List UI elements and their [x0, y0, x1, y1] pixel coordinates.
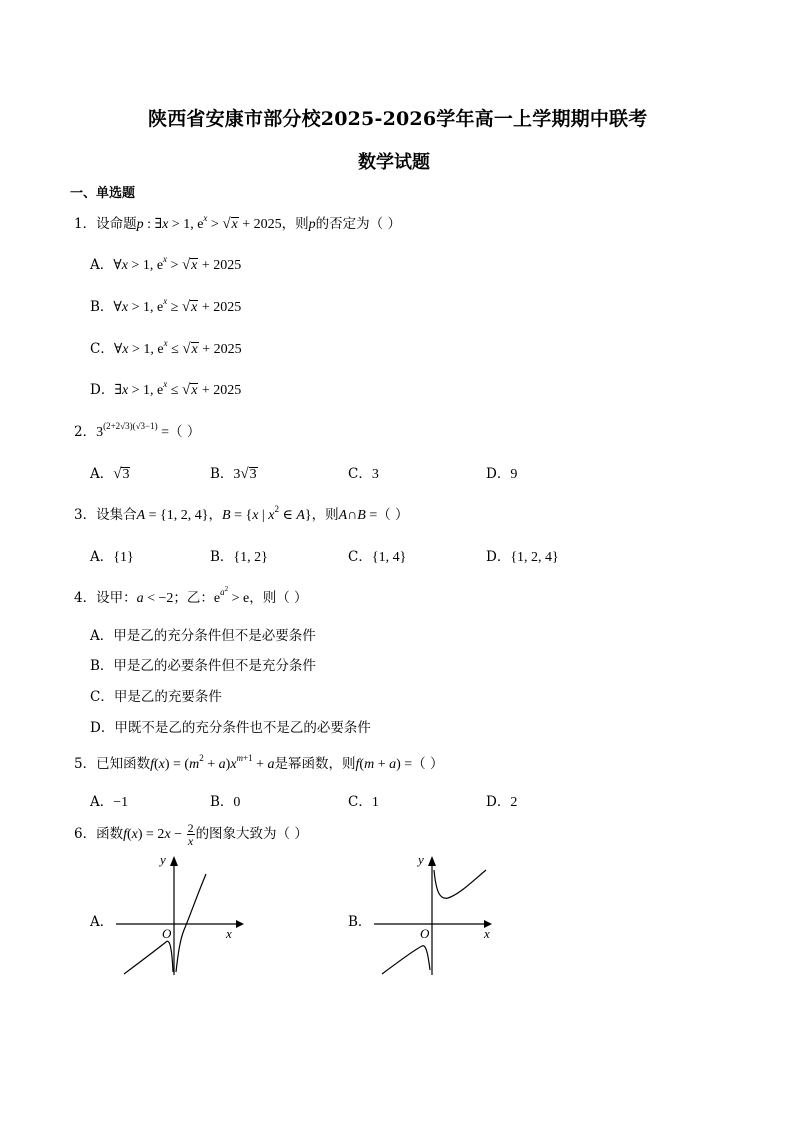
- option-label: B．: [210, 466, 234, 482]
- question-5-suffix: 是幂函数，则: [274, 756, 356, 772]
- question-2-option-b[interactable]: [210, 462, 258, 483]
- question-1-tail: 的否定为（ ）: [315, 216, 401, 232]
- option-label: A．: [90, 549, 114, 565]
- question-5-tail: （ ）: [412, 756, 444, 772]
- page-subtitle: 数学试题: [358, 152, 430, 173]
- option-label: D．: [486, 466, 511, 482]
- y-axis-label: y: [160, 852, 166, 867]
- option-label: C．: [90, 341, 114, 357]
- option-label: C．: [348, 549, 372, 565]
- question-6-option-a-label: A．: [90, 914, 114, 930]
- question-1-option-d[interactable]: [90, 378, 241, 399]
- question-5-option-b[interactable]: [210, 790, 240, 811]
- question-6-option-a-graph[interactable]: [110, 850, 250, 980]
- question-5-function: $f(x) = (m^2 + a)x^{m+1} + a$: [150, 753, 275, 772]
- option-label: D．: [486, 549, 511, 565]
- y-axis-arrow-icon: [428, 856, 436, 866]
- origin-label: O: [162, 926, 172, 941]
- option-math: 3: [371, 467, 379, 482]
- option-math: 0: [233, 795, 241, 810]
- option-text: 甲是乙的必要条件但不是充分条件: [113, 658, 316, 674]
- question-6-option-b-label: B．: [348, 914, 372, 930]
- option-math: ∀x > 1, $e^x > √x + 2025$: [113, 254, 242, 273]
- question-2-option-c[interactable]: [348, 462, 379, 483]
- option-math: {1}: [113, 550, 134, 565]
- question-2-tail: （ ）: [169, 424, 201, 440]
- question-6-tail: 的图象大致为（ ）: [195, 826, 308, 842]
- question-5-prefix: 5．已知函数: [74, 756, 151, 772]
- option-text: 甲是乙的充分条件但不是必要条件: [113, 628, 316, 644]
- question-4-option-c[interactable]: [90, 685, 222, 705]
- section-heading: 一、单选题: [70, 186, 136, 201]
- question-1-option-a[interactable]: [90, 253, 241, 274]
- option-text: 甲是乙的充要条件: [113, 689, 222, 705]
- option-label: B．: [90, 299, 114, 315]
- x-axis-label: x: [484, 926, 490, 941]
- y-axis-label: y: [418, 852, 424, 867]
- option-math: ∀x > 1, $e^x \ge √x + 2025$: [113, 296, 242, 315]
- option-label: C．: [348, 794, 372, 810]
- curve-left-branch: [382, 946, 430, 974]
- question-3-prefix: 3．设集合: [74, 507, 137, 523]
- option-label: A．: [90, 628, 114, 644]
- question-3-expr: A∩B =: [338, 508, 378, 523]
- option-label: A．: [90, 794, 114, 810]
- origin-label: O: [420, 926, 430, 941]
- question-5-option-c[interactable]: [348, 790, 379, 811]
- question-3-sep: ，: [208, 507, 222, 523]
- question-5-option-a[interactable]: [90, 790, 128, 811]
- question-2-option-d[interactable]: [486, 462, 517, 483]
- option-math: ∀x > 1, $e^x \le √x + 2025$: [113, 338, 242, 357]
- option-label: B．: [90, 658, 114, 674]
- question-3-option-b[interactable]: [210, 545, 268, 566]
- question-4-mid: ；乙：: [173, 590, 214, 606]
- y-axis-arrow-icon: [170, 856, 178, 866]
- question-4-option-d[interactable]: [90, 716, 371, 736]
- question-4-cond-b: $e^{a^2} > e$: [213, 585, 250, 606]
- question-6-prefix: 6．函数: [74, 826, 124, 842]
- option-math: ∃x > 1, $e^x \le √x + 2025$: [114, 379, 242, 398]
- option-math: 1: [371, 795, 379, 810]
- question-5: [74, 752, 443, 773]
- question-4-tail: ，则（ ）: [249, 590, 308, 606]
- question-1-suffix: ，则: [281, 216, 309, 232]
- page-title: 陕西省安康市部分校2025-2026学年高一上学期期中联考: [148, 108, 648, 130]
- question-4-option-a[interactable]: [90, 624, 316, 644]
- question-4: [74, 586, 308, 607]
- x-axis-label: x: [226, 926, 232, 941]
- question-6: [74, 822, 308, 847]
- option-math: 9: [510, 467, 518, 482]
- option-label: C．: [90, 689, 114, 705]
- option-label: B．: [210, 794, 234, 810]
- option-math: {1, 4}: [371, 550, 407, 565]
- option-label: A．: [90, 257, 114, 273]
- curve-right-branch: [434, 870, 486, 898]
- option-label: A．: [90, 466, 114, 482]
- question-1-option-c[interactable]: [90, 337, 242, 358]
- question-1-option-b[interactable]: [90, 295, 241, 316]
- option-math: {1, 2}: [233, 550, 268, 565]
- option-label: D．: [90, 382, 115, 398]
- question-3: [74, 503, 409, 524]
- question-6-option-b-graph[interactable]: [368, 850, 508, 980]
- option-math: {1, 2, 4}: [510, 550, 559, 565]
- curve-right-branch: [176, 874, 206, 972]
- question-3-set-b: B = {x | $x^2$ ∈ A}: [222, 504, 312, 523]
- question-2: [74, 420, 200, 441]
- question-3-tail: （ ）: [377, 507, 409, 523]
- option-label: C．: [348, 466, 372, 482]
- question-1: [74, 212, 401, 233]
- option-math: −1: [113, 795, 129, 810]
- option-label: D．: [486, 794, 511, 810]
- option-label: D．: [90, 720, 115, 736]
- question-4-option-b[interactable]: [90, 654, 316, 674]
- question-3-option-a[interactable]: [90, 545, 134, 566]
- option-math: 3√3: [233, 466, 257, 482]
- option-label: B．: [210, 549, 234, 565]
- question-4-prefix: 4．设甲：: [74, 590, 137, 606]
- question-2-option-a[interactable]: [90, 462, 130, 483]
- option-math: √3: [113, 466, 130, 482]
- question-1-proposition: p : ∃x > 1, $e^x > √x + 2025$: [136, 213, 282, 232]
- question-3-suffix: ，则: [311, 507, 339, 523]
- question-3-set-a: A = {1, 2, 4}: [136, 508, 209, 523]
- option-text: 甲既不是乙的充分条件也不是乙的必要条件: [114, 720, 371, 736]
- option-math: 2: [510, 795, 518, 810]
- question-5-option-d[interactable]: [486, 790, 517, 811]
- question-3-option-d[interactable]: [486, 545, 559, 566]
- curve-left-branch: [124, 941, 173, 974]
- question-5-expr: f(m + a) =: [355, 757, 413, 772]
- question-1-var: p: [308, 217, 316, 232]
- question-2-expression: $3^{(2+2√3)(√3-1)}$ =: [96, 421, 170, 440]
- question-4-cond-a: a < −2: [136, 591, 174, 606]
- question-2-prefix: 2．: [74, 424, 97, 440]
- question-3-option-c[interactable]: [348, 545, 406, 566]
- question-6-function: f(x) = 2x − $\frac{2}{x}$: [123, 821, 194, 849]
- question-1-prefix: 1．设命题: [74, 216, 137, 232]
- x-axis-arrow-icon: [236, 920, 244, 928]
